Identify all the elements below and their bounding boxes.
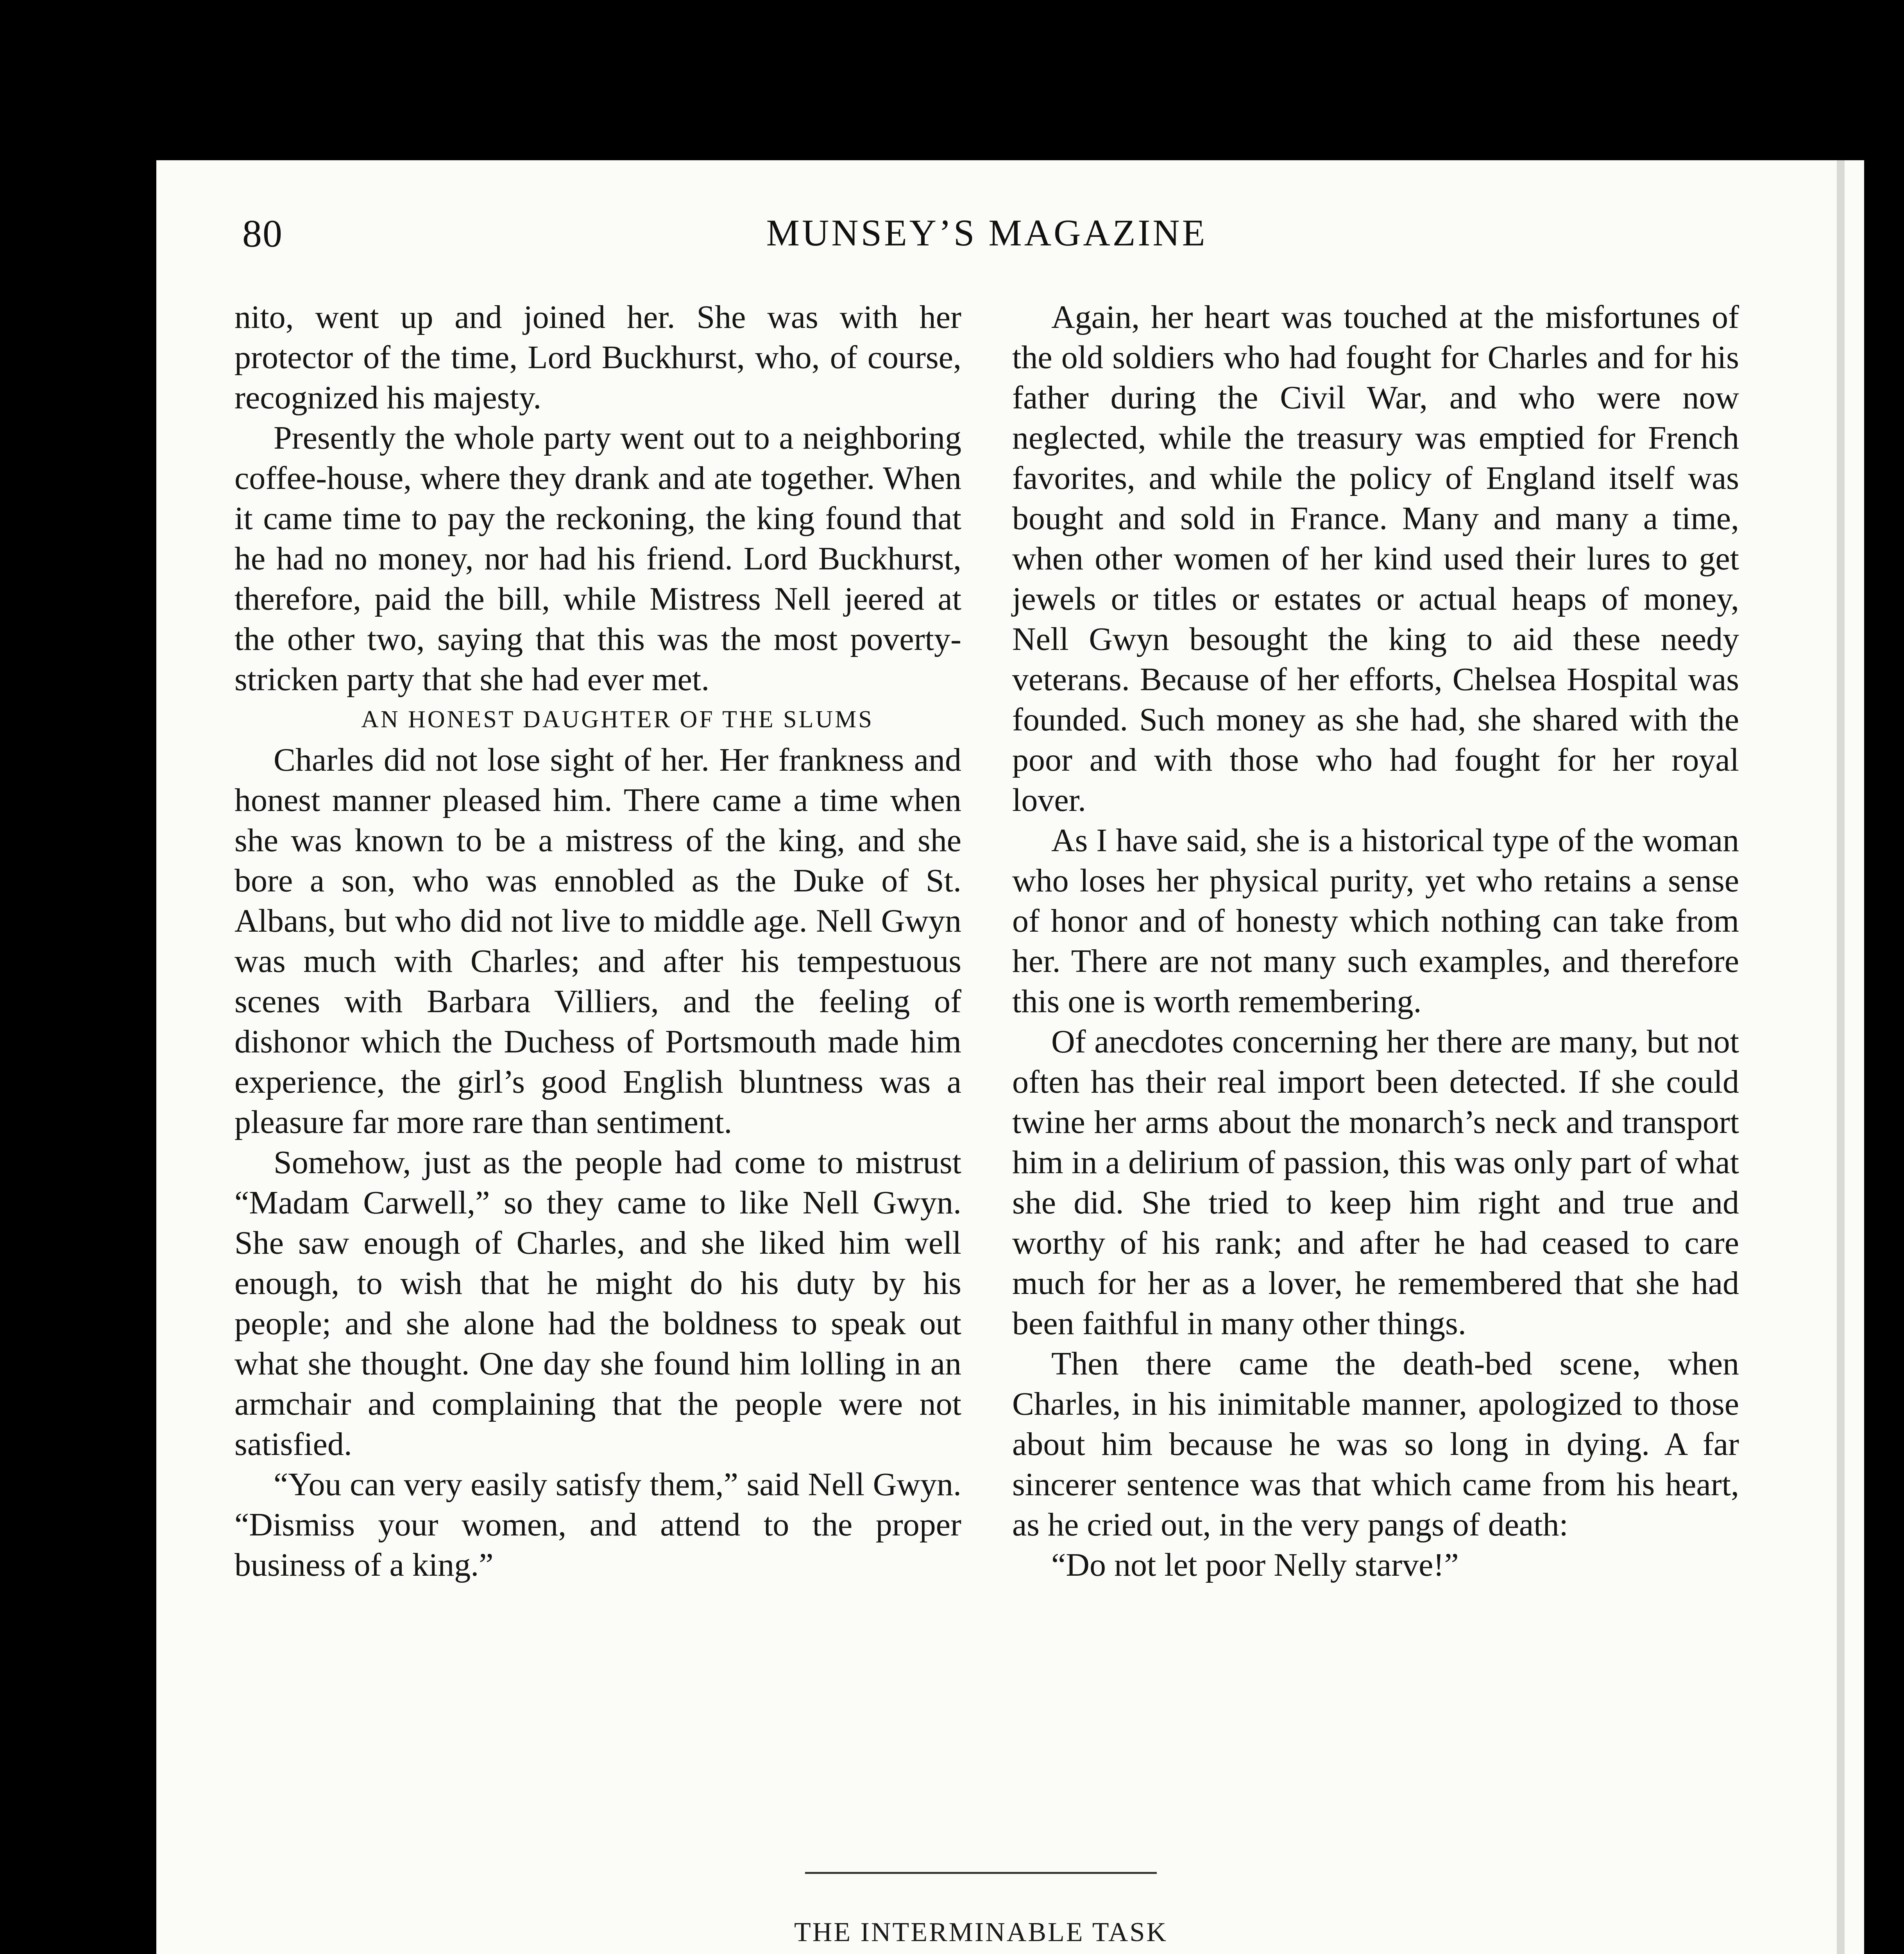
paragraph: Then there came the death-bed scene, when Charles, in his inimitable manner, apologized to those about him because he was so long in dying. A far sincerer sentence was that which came from his heart, as he cried out, in the very pangs of death: [1012, 1346, 1739, 1543]
magazine-title: MUNSEY’S MAGAZINE [766, 212, 1208, 254]
article-body [234, 297, 1739, 1585]
page-header [234, 203, 1739, 266]
paragraph: Again, her heart was touched at the misfortunes of the old soldiers who had fought for Charles and for his father during the Civil War, and who were now neglected, while the treasury was emptied for French favorites, and while the policy of England itself was bought and sold in France. Many and many a time, when other women of her kind used their lures to get jewels or titles or estates or actual heaps of money, Nell Gwyn besought the king to aid these needy veterans. Because of her efforts, Chelsea Hospital was founded. Such money as she had, she shared with the poor and with those who had fought for her royal lover. [1012, 299, 1739, 818]
page-number: 80 [242, 212, 283, 255]
section-divider [805, 1872, 1157, 1874]
paragraph: As I have said, she is a historical type of the woman who loses her physical purity, yet who retains a sense of honor and of honesty which nothing can take from her. There are not many such examples, and therefore this one is worth remembering. [1012, 822, 1739, 1020]
paragraph: “Do not let poor Nelly starve!” [1051, 1547, 1459, 1583]
paragraph: “You can very easily satisfy them,” said Nell Gwyn. “Dismiss your women, and attend to the proper business of a king.” [234, 1466, 961, 1583]
paragraph: Presently the whole party went out to a neighboring coffee-house, where they drank and ate together. When it came time to pay the reckoning, the king found that he had no money, nor had his friend. Lord Buckhurst, therefore, paid the bill, while Mistress Nell jeered at the other two, saying that this was the most poverty-stricken party that she had ever met. [234, 420, 961, 698]
page-edge [1837, 160, 1845, 1954]
section-heading: AN HONEST DAUGHTER OF THE SLUMS [361, 706, 874, 733]
paragraph: Charles did not lose sight of her. Her frankness and honest manner pleased him. There came a time when she was known to be a mistress of the king, and she bore a son, who was ennobled as the Duke of St. Albans, but who did not live to middle age. Nell Gwyn was much with Charles; and after his tempestuous scenes with Barbara Villiers, and the feeling of dishonor which the Duchess of Portsmouth made him experience, the girl’s good English bluntness was a pleasure far more rare than sentiment. [234, 742, 961, 1140]
paragraph: Somehow, just as the people had come to mistrust “Madam Carwell,” so they came to like Nell Gwyn. She saw enough of Charles, and she liked him well enough, to wish that he might do his duty by his people; and she alone had the boldness to speak out what she thought. One day she found him lolling in an armchair and complaining that the people were not satisfied. [234, 1144, 961, 1462]
paragraph: Of anecdotes concerning her there are many, but not often has their real import been detected. If she could twine her arms about the monarch’s neck and transport him in a delirium of passion, this was only part of what she did. She tried to keep him right and true and worthy of his rank; and after he had ceased to care much for her as a lover, he remembered that she had been faithful in many other things. [1012, 1024, 1739, 1342]
paragraph: nito, went up and joined her. She was with her protector of the time, Lord Buckhurst, who, of course, recognized his majesty. [234, 299, 961, 416]
left-column [234, 297, 961, 1585]
right-column [1012, 297, 1739, 1585]
poem-title: THE INTERMINABLE TASK [794, 1917, 1168, 1947]
